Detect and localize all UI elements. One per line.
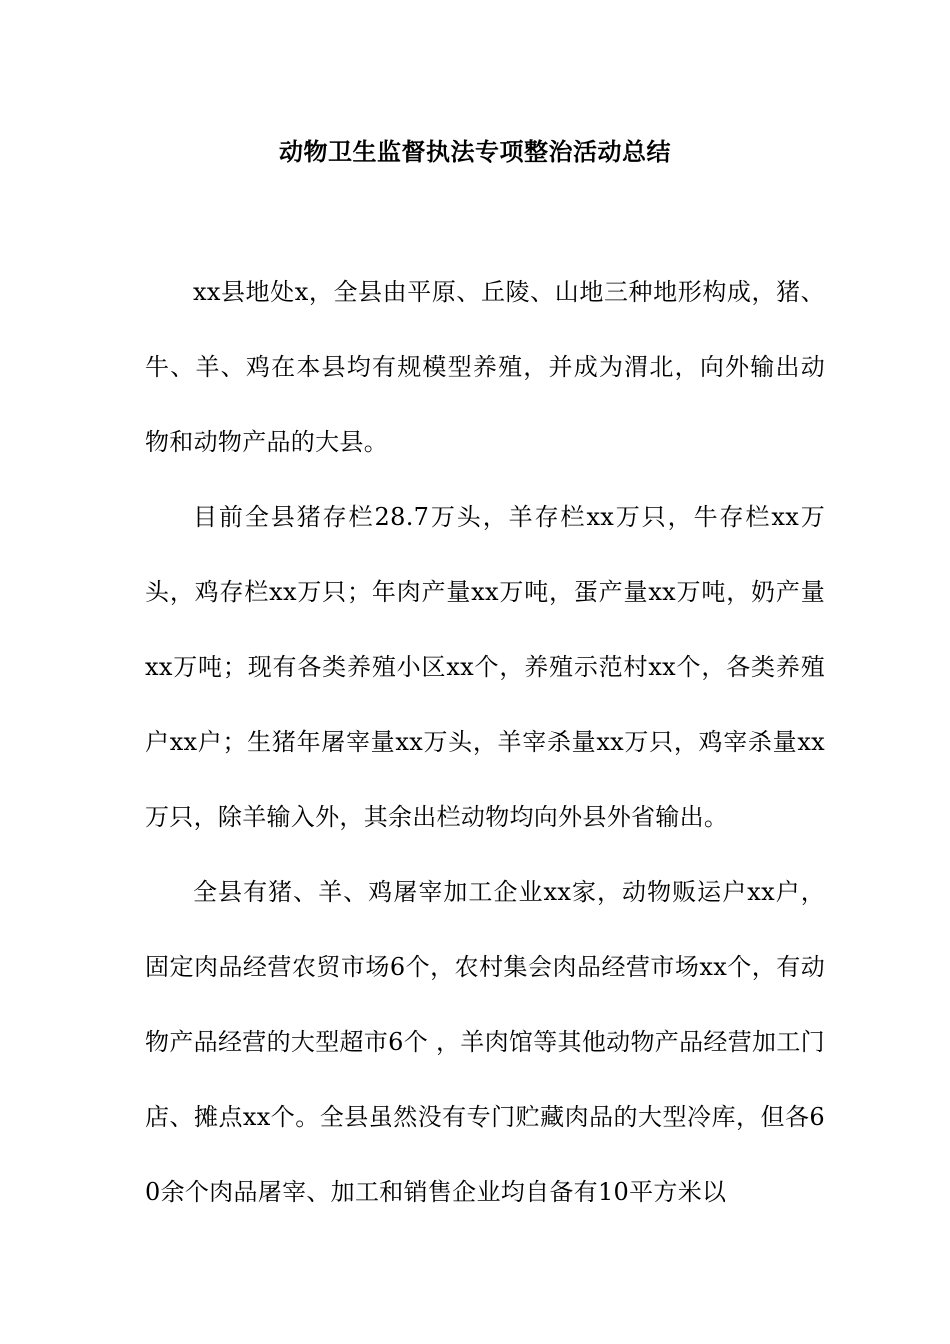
paragraph-3: 全县有猪、羊、鸡屠宰加工企业xx家，动物贩运户xx户，固定肉品经营农贸市场6个，农村集会肉品经营市场xx个，有动物产品经营的大型超市6个 ，羊肉馆等其他动物产品经营加工门店、摊点xx个。全县虽然没有专门贮藏肉品的大型冷库，但各60余个肉品屠宰、加工和销售企业均自备有10平方米以 bbox=[145, 878, 825, 1206]
paragraph-1: xx县地处x，全县由平原、丘陵、山地三种地形构成，猪、牛、羊、鸡在本县均有规模型养殖，并成为渭北，向外输出动物和动物产品的大县。 bbox=[145, 278, 825, 456]
document-title: 动物卫生监督执法专项整治活动总结 bbox=[279, 138, 671, 166]
document-body bbox=[145, 255, 825, 1230]
paragraph-2: 目前全县猪存栏28.7万头，羊存栏xx万只，牛存栏xx万头，鸡存栏xx万只；年肉产量xx万吨，蛋产量xx万吨，奶产量xx万吨；现有各类养殖小区xx个，养殖示范村xx个，各类养殖户xx户；生猪年屠宰量xx万头，羊宰杀量xx万只，鸡宰杀量xx万只，除羊输入外，其余出栏动物均向外县外省输出。 bbox=[145, 503, 825, 831]
